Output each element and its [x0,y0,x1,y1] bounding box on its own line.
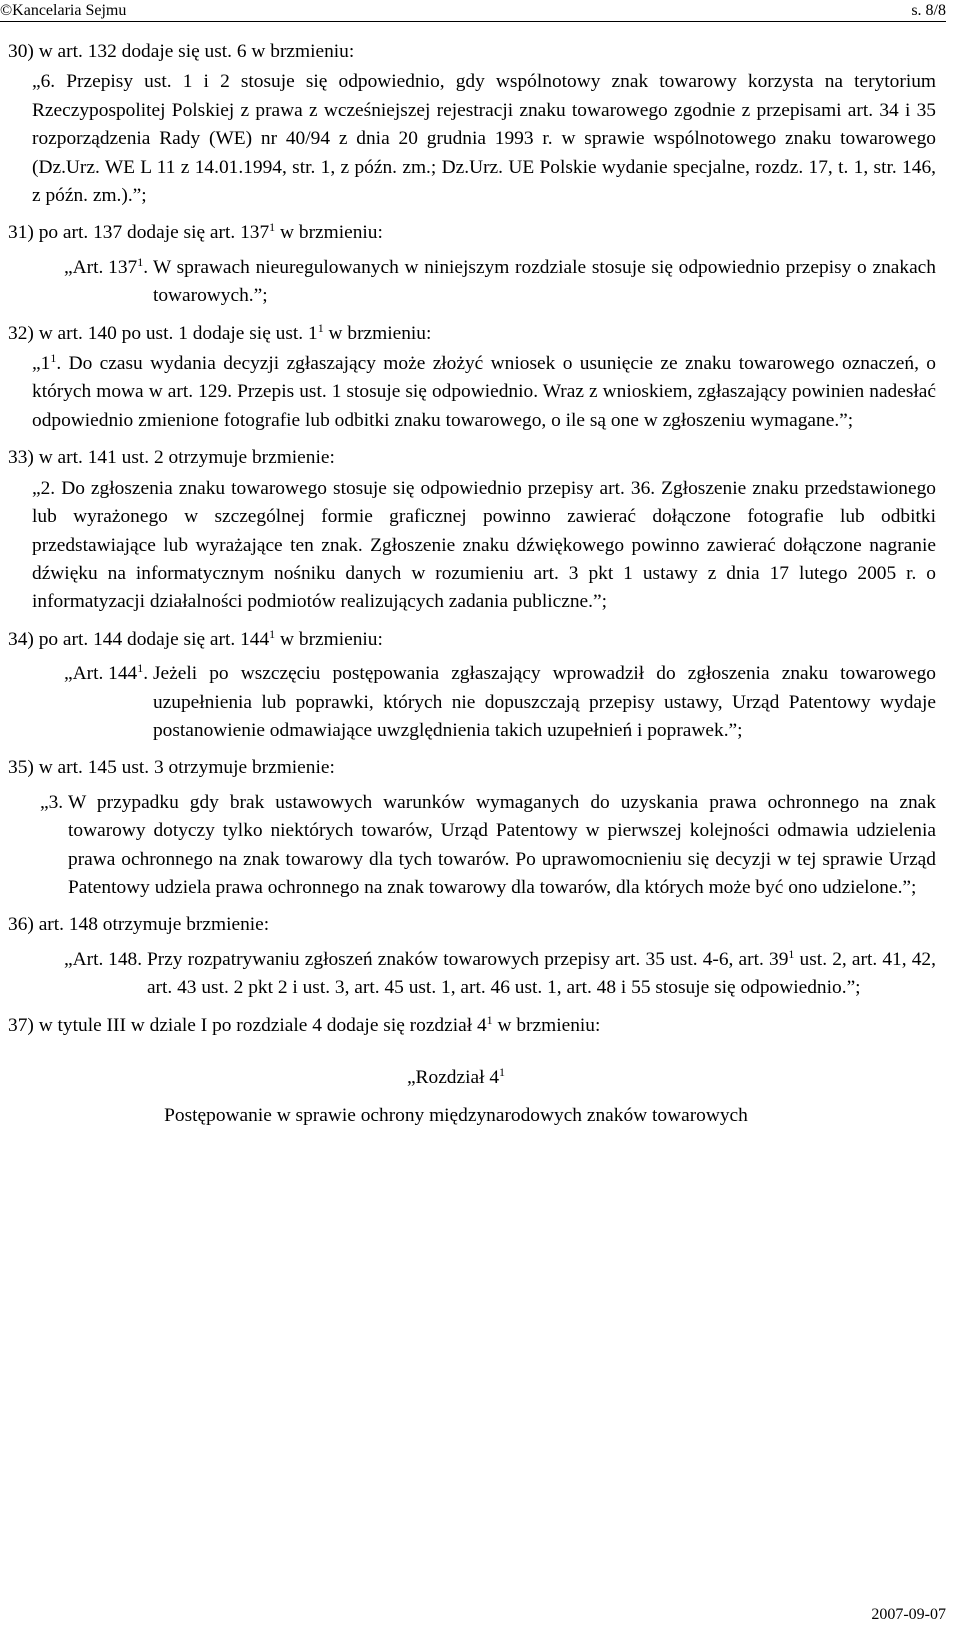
header-page-number: s. 8/8 [911,2,946,19]
footer-date: 2007-09-07 [871,1606,946,1623]
item-31-lead: 31) po art. 137 dodaje się art. $137^1$ w brzmieniu: [8,220,383,244]
item-37-lead: 37) w tytule III w dziale I po rozdziale 4 dodaje się rozdział $4^1$ w brzmieniu: [8,1012,601,1036]
item-35-article [40,789,936,903]
header-copyright: ©Kancelaria Sejmu [0,2,127,19]
header-divider [0,21,946,22]
item-31 [8,219,936,310]
item-37 [8,1012,936,1131]
item-31-label: „Art. $137^1$. [64,254,153,278]
item-34-lead: 34) po art. 144 dodaje się art. $144^1$ w brzmieniu: [8,626,383,650]
item-32-lead: 32) w art. 140 po ust. 1 dodaje się ust. $1^1$ w brzmieniu: [8,320,432,344]
item-32-text: $„1^1$. Do czasu wydania decyzji zgłaszający może złożyć wniosek o usunięcie ze znaku towarowego oznaczeń, o których mowa w art. 129. Przepis ust. 1 stosuje się odpowiednio. Wraz z wnioskiem, zgłaszający powinien nadesłać odpowiednio zmienione fotografie lub odbitki znaku towarowego, o ile są one w zgłoszeniu wymagane.”; [32,351,936,431]
chapter-subtitle: Postępowanie w sprawie ochrony międzynarodowych znaków towarowych [164,1105,748,1127]
item-30-lead: 30) w art. 132 dodaje się ust. 6 w brzmieniu: [8,41,355,62]
item-36-label: „Art. 148. [64,948,147,970]
page-header [0,0,946,22]
item-34-text: Jeżeli po wszczęciu postępowania zgłaszający wprowadził do zgłoszenia znaku towarowego uzupełnienia lub poprawki, których nie dopuszczają przepisy ustawy, Urząd Patentowy wydaje postanowienie odmawiające uwzględnienia takich uzupełnień i poprawek.”; [152,663,936,741]
item-30-text: „6. Przepisy ust. 1 i 2 stosuje się odpowiednio, gdy wspólnotowy znak towarowy korzysta na terytorium Rzeczypospolitej Polskiej z prawa z wcześniejszej rejestracji znaku towarowego zgodnie z przepisami art. 34 i 35 rozporządzenia Rady (WE) nr 40/94 z dnia 20 grudnia 1993 r. w sprawie wspólnotowego znaku towarowego (Dz.Urz. WE L 11 z 14.01.1994, str. 1, z późn. zm.; Dz.Urz. UE Polskie wydanie specjalne, rozdz. 17, t. 1, str. 146, z późn. zm.).”; [32,71,936,207]
item-30 [8,38,936,210]
item-36 [8,911,936,1002]
item-34-article [64,660,936,745]
item-36-article [64,946,936,1003]
item-35 [8,754,936,902]
chapter-heading: „Rozdział $4^1$ [406,1065,506,1088]
item-35-label: „3. [40,791,68,813]
item-31-article [64,254,936,311]
item-34 [8,626,936,746]
item-36-text: Przy rozpatrywaniu zgłoszeń znaków towarowych przepisy art. 35 ust. 4-6, art. $39^1$ ust. 2, art. 41, 42, art. 43 ust. 2 pkt 2 i ust. 3, art. 45 ust. 1, art. 46 ust. 1, art. 48 i 55 stosuje się odpowiednio.”; [146,946,936,999]
item-32 [8,320,936,436]
item-31-text: W sprawach nieuregulowanych w niniejszym rozdziale stosuje się odpowiednio przepisy o znakach towarowych.”; [152,256,936,307]
item-33-lead: 33) w art. 141 ust. 2 otrzymuje brzmienie: [8,447,335,469]
item-35-lead: 35) w art. 145 ust. 3 otrzymuje brzmienie: [8,757,335,779]
item-33-text: „2. Do zgłoszenia znaku towarowego stosuje się odpowiednio przepisy art. 36. Zgłoszenie znaku przedstawionego lub wyrażonego w szczególnej formie graficznej powinno zawierać dołączone fotografie lub odbitki przedstawiające lub wyrażające ten znak. Zgłoszenie znaku dźwiękowego powinno zawierać dołączone nagranie dźwięku na informatycznym nośniku danych w rozumieniu art. 3 pkt 1 ustawy z dnia 17 lutego 2005 r. o informatyzacji działalności podmiotów realizujących zadania publiczne.”; [32,477,936,613]
item-34-label: „Art. $144^1$. [64,661,153,685]
item-33 [8,444,936,616]
item-36-lead: 36) art. 148 otrzymuje brzmienie: [8,914,270,936]
document-body [8,38,936,1131]
item-35-text: W przypadku gdy brak ustawowych warunków wymaganych do uzyskania prawa ochronnego na znak towarowy dotyczy tylko niektórych towarów, Urząd Patentowy w pierwszej kolejności odmawia udzielenia prawa ochronnego na znak towarowy dla tych towarów. Po uprawomocnieniu się decyzji w tej sprawie Urząd Patentowy udziela prawa ochronnego na znak towarowy dla towarów, dla których może być ono udzielone.”; [68,791,936,898]
